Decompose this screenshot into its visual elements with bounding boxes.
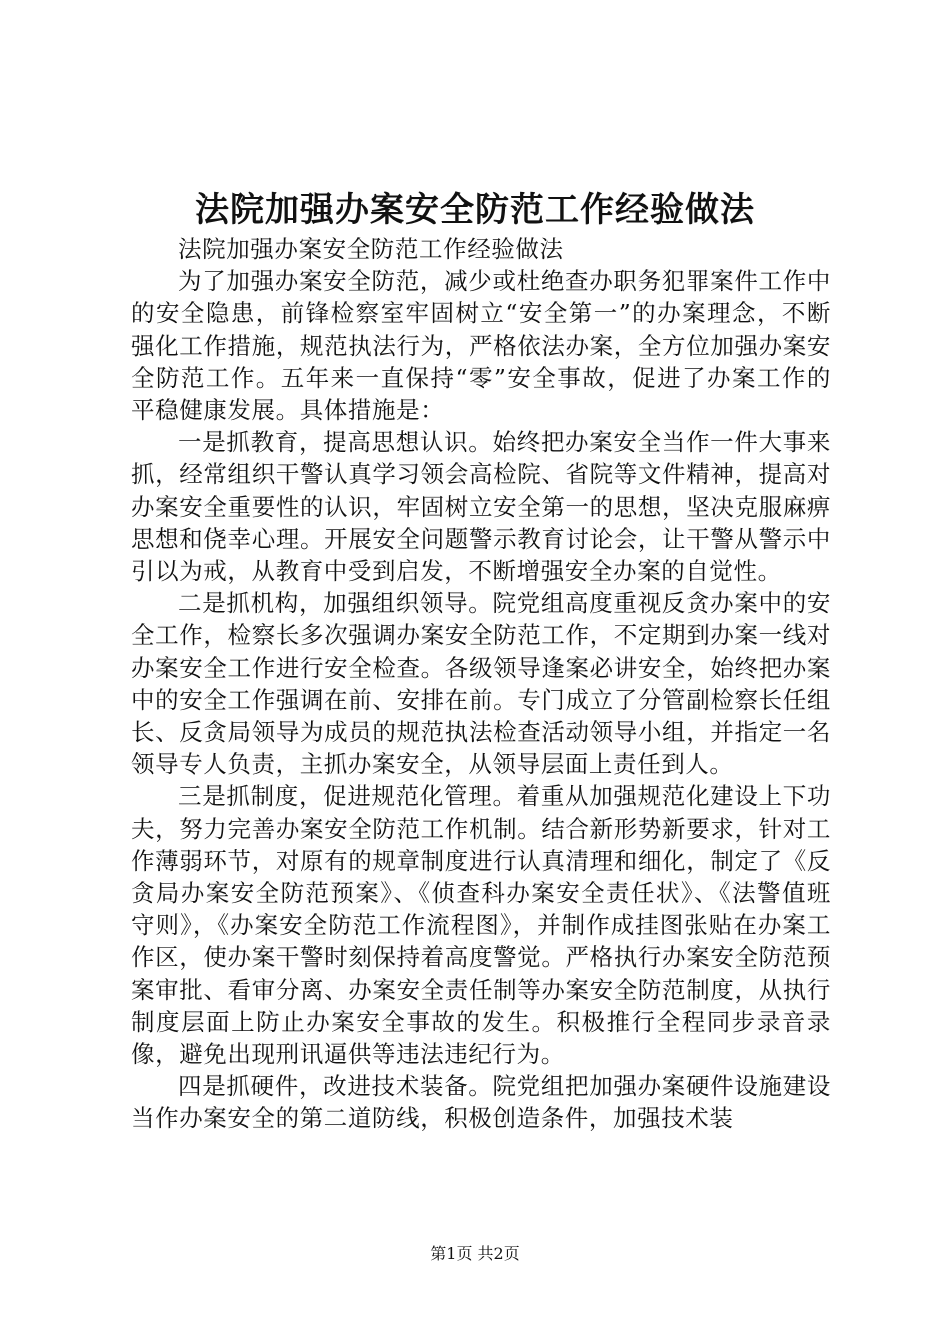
page-number-footer: 第1页 共2页 xyxy=(430,1244,520,1263)
document-body xyxy=(131,233,831,1135)
organization-paragraph: 二是抓机构，加强组织领导。院党组高度重视反贪办案中的安全工作，检察长多次强调办案安全防范工作，不定期到办案一线对办案安全工作进行安全检查。各级领导逢案必讲安全，始终把办案中的安全工作强调在前、安排在前。专门成立了分管副检察长任组长、反贪局领导为成员的规范执法检查活动领导小组，并指定一名领导专人负责，主抓办案安全，从领导层面上责任到人。 xyxy=(131,589,831,779)
subtitle-paragraph: 法院加强办案安全防范工作经验做法 xyxy=(178,235,564,263)
system-paragraph: 三是抓制度，促进规范化管理。着重从加强规范化建设上下功夫，努力完善办案安全防范工作机制。结合新形势新要求，针对工作薄弱环节，对原有的规章制度进行认真清理和细化，制定了《反贪局办案安全防范预案》、《侦查科办案安全责任状》、《法警值班守则》，《办案安全防范工作流程图》，并制作成挂图张贴在办案工作区，使办案干警时刻保持着高度警觉。严格执行办案安全防范预案审批、看审分离、办案安全责任制等办案安全防范制度，从执行制度层面上防止办案安全事故的发生。积极推行全程同步录音录像，避免出现刑讯逼供等违法违纪行为。 xyxy=(131,782,831,1069)
intro-paragraph: 为了加强办案安全防范，减少或杜绝查办职务犯罪案件工作中的安全隐患，前锋检察室牢固树立“安全第一”的办案理念，不断强化工作措施，规范执法行为，严格依法办案，全方位加强办案安全防范工作。五年来一直保持“零”安全事故，促进了办案工作的平稳健康发展。具体措施是： xyxy=(131,267,831,425)
hardware-paragraph: 四是抓硬件，改进技术装备。院党组把加强办案硬件设施建设当作办案安全的第二道防线，积极创造条件，加强技术装 xyxy=(131,1072,831,1133)
education-paragraph: 一是抓教育，提高思想认识。始终把办案安全当作一件大事来抓，经常组织干警认真学习领会高检院、省院等文件精神，提高对办案安全重要性的认识，牢固树立安全第一的思想，坚决克服麻痹思想和侥幸心理。开展安全问题警示教育讨论会，让干警从警示中引以为戒，从教育中受到启发，不断增强安全办案的自觉性。 xyxy=(131,428,831,586)
document-title: 法院加强办案安全防范工作经验做法 xyxy=(195,190,755,230)
